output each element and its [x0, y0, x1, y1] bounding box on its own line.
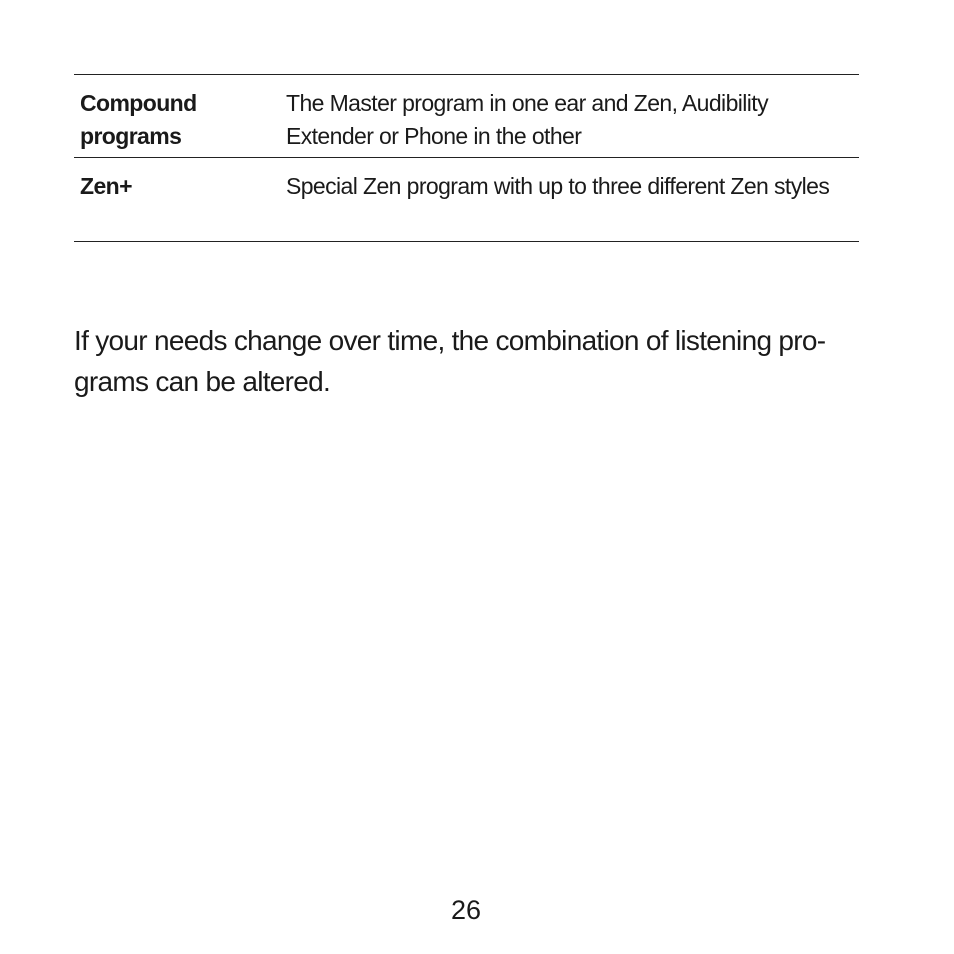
description-zen-plus: Special Zen program with up to three different Zen styles: [286, 158, 859, 242]
page-number: 26: [450, 895, 482, 925]
term-compound-programs: Compound programs: [74, 75, 286, 158]
body-paragraph: If your needs change over time, the combination of listening pro-grams can be altered.: [74, 325, 826, 397]
program-definitions-table: [74, 74, 859, 242]
table-row: [74, 75, 859, 158]
description-compound-programs: The Master program in one ear and Zen, Audibility Extender or Phone in the other: [286, 75, 859, 158]
term-zen-plus: Zen+: [74, 158, 286, 242]
table-row: [74, 158, 859, 242]
